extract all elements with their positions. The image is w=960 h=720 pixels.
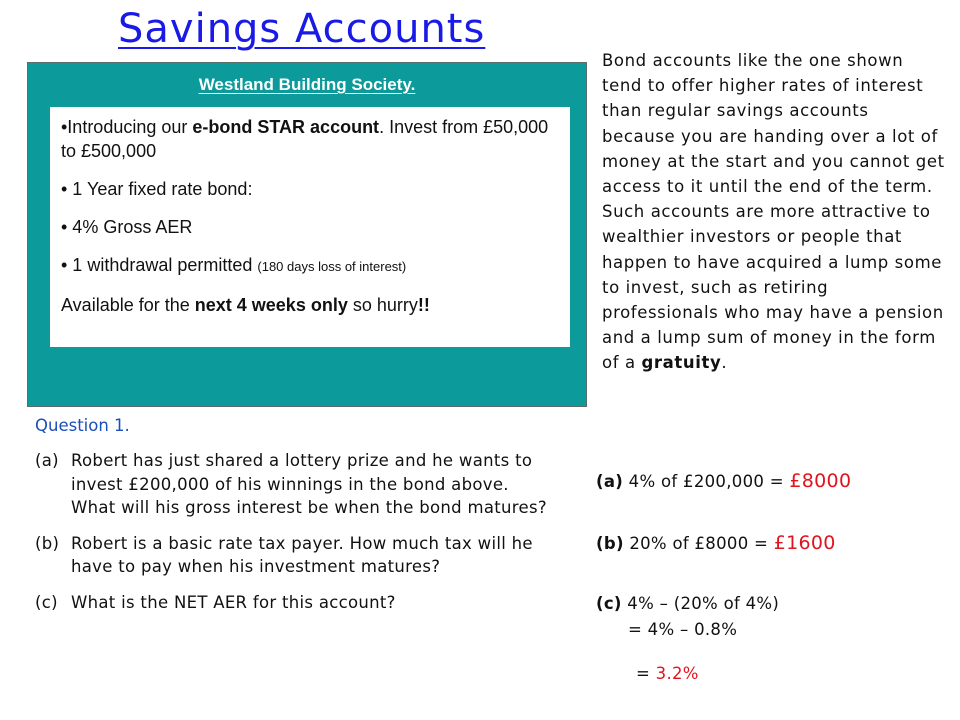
- advert-availability: Available for the next 4 weeks only so hurry!!: [61, 295, 430, 315]
- answer-b: (b) 20% of £8000 = £1600: [596, 532, 836, 554]
- advert-intro: •Introducing our e-bond STAR account. Invest from £50,000 to £500,000: [61, 117, 549, 161]
- question-item-b: (b) Robert is a basic rate tax payer. How much tax will he have to pay when his investment matures?: [35, 533, 533, 576]
- answer-c-step: = 4% – 0.8%: [628, 620, 738, 639]
- answer-c: (c) 4% – (20% of 4%): [596, 594, 780, 613]
- advert-heading: Westland Building Society.: [198, 75, 416, 94]
- answer-c-result: = 3.2%: [636, 664, 699, 683]
- answer-a: (a) 4% of £200,000 = £8000: [596, 470, 852, 492]
- question-item-c: (c) What is the NET AER for this account?: [35, 592, 396, 612]
- question-block: [35, 416, 555, 626]
- advert-bullet-aer: • 4% Gross AER: [61, 217, 193, 237]
- explanation-text: Bond accounts like the one shown tend to offer higher rates of interest than regular savings accounts because you are handing over a lot of money at the start and you cannot get access to it until the end of the term. Such accounts are more attractive to wealthier investors or people that happen to have acquired a lump some to invest, such as retiring professionals who may have a pension and a lump sum of money in the form of a gratuity.: [602, 51, 945, 373]
- page-title: Savings Accounts: [118, 6, 486, 52]
- question-title: Question 1.: [35, 416, 130, 435]
- advert-panel: [27, 62, 587, 407]
- question-item-a: (a) Robert has just shared a lottery prize and he wants to invest £200,000 of his winnings in the bond above. What will his gross interest be when the bond matures?: [35, 451, 547, 517]
- advert-bullet-withdrawal: • 1 withdrawal permitted (180 days loss of interest): [61, 255, 407, 275]
- advert-box: [50, 107, 570, 347]
- advert-bullet-fixed-rate: • 1 Year fixed rate bond:: [61, 179, 253, 199]
